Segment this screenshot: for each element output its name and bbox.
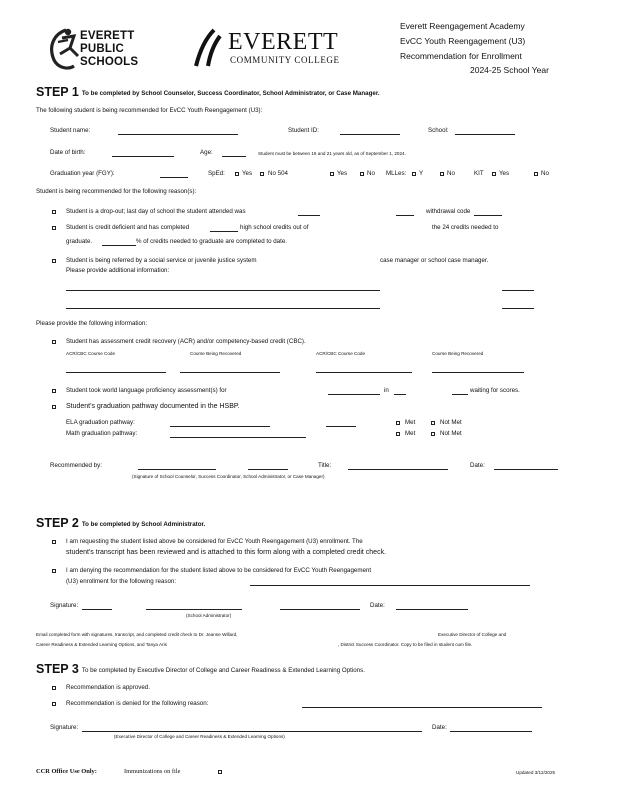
reason-credit-a: Student is credit deficient and has completed <box>66 224 190 231</box>
immunizations-label: Immunizations on file <box>124 768 181 775</box>
dob-field[interactable] <box>112 156 174 157</box>
step2-signature-field[interactable] <box>82 609 112 610</box>
sped-yes-label: Yes <box>242 170 253 177</box>
acr-sub-3: ACR/CBC Course Code <box>316 351 366 356</box>
world-lang-blank-field[interactable] <box>452 394 468 395</box>
withdrawal-code-field[interactable] <box>474 215 502 216</box>
form-title-4: 2024-25 School Year <box>470 65 549 75</box>
reason-referral-checkbox[interactable] <box>52 259 56 263</box>
mlles-no-label: No <box>447 170 455 177</box>
student-id-field[interactable] <box>340 134 400 135</box>
world-lang-wait: waiting for scores. <box>470 387 520 394</box>
acr-sub-2: Course Being Recovered <box>190 351 242 356</box>
age-label: Age: <box>200 149 213 156</box>
reason-referral: Student is being referred by a social service or juvenile justice system <box>66 257 257 264</box>
ecc-logo-mark-icon <box>190 28 230 68</box>
student-id-label: Student ID: <box>288 127 319 134</box>
additional-info-line-1b[interactable] <box>502 290 534 291</box>
reason-credit-e: % of credits needed to graduate are completed to date. <box>136 238 288 245</box>
step3-deny-reason-field[interactable] <box>302 707 542 708</box>
math-not-met-checkbox[interactable] <box>431 432 435 436</box>
kit-label: KIT <box>474 170 484 177</box>
approve-text-b: student's transcript has been reviewed and is attached to this form along with a completed credit check. <box>66 549 387 556</box>
reason-dropout: Student is a drop-out; last day of school the student attended was <box>66 208 246 215</box>
step1-subheading: To be completed by School Counselor, Success Coordinator, School Administrator, or Case Manager. <box>81 90 380 97</box>
eps-logo-line1: EVERETT <box>80 30 135 42</box>
world-lang-in: in <box>384 387 389 394</box>
step2-date-label: Date: <box>370 602 385 609</box>
step3-number: STEP 3 <box>36 662 79 676</box>
approve-text-a: I am requesting the student listed above be considered for EvCC Youth Reengagement (U3) enrollment. The <box>66 538 363 545</box>
math-pathway-field[interactable] <box>170 437 306 438</box>
signature-note-1: (Signature of School Counselor, Success Coordinator, School Administrator, or Case Manager) <box>132 474 325 479</box>
ela-met-checkbox[interactable] <box>396 421 400 425</box>
504-no-label: No <box>367 170 375 177</box>
updated-date: Updated 3/12/2025 <box>516 770 556 775</box>
step2-date-field[interactable] <box>396 609 468 610</box>
step2-heading <box>36 516 205 532</box>
office-use-label: CCR Office Use Only: <box>36 768 97 775</box>
mlles-label: MLLes: <box>386 170 407 177</box>
sped-yes-checkbox[interactable] <box>235 172 239 176</box>
eps-logo-line2: PUBLIC <box>80 43 125 55</box>
deny-checkbox[interactable] <box>52 569 56 573</box>
ecc-logo-main: EVERETT <box>228 29 339 55</box>
step2-subheading: To be completed by School Administrator. <box>81 521 206 528</box>
step3-signature-field[interactable] <box>82 731 422 732</box>
step3-signature-label: Signature: <box>50 724 79 731</box>
acr-code-2-field[interactable] <box>316 372 412 373</box>
acr-sub-4: Course Being Recovered <box>432 351 484 356</box>
student-name-field[interactable] <box>118 134 238 135</box>
world-lang-date-field[interactable] <box>394 394 406 395</box>
approve-checkbox[interactable] <box>52 540 56 544</box>
step2-sig-sub: (School Administrator) <box>186 613 232 618</box>
date-label-1: Date: <box>470 462 485 469</box>
reason-credit-d: graduate. <box>66 238 93 245</box>
dob-label: Date of birth: <box>50 149 86 156</box>
recommended-by-signature-field-2[interactable] <box>248 469 288 470</box>
dropout-date-field-2[interactable] <box>396 215 414 216</box>
math-pathway-label: Math graduation pathway: <box>66 430 138 437</box>
ecc-logo <box>190 28 340 68</box>
reason-credit-b: high school credits out of <box>240 224 309 231</box>
mlles-y-label: Y <box>419 170 424 177</box>
form-title-2: EvCC Youth Reengagement (U3) <box>400 36 526 46</box>
student-name-label: Student name: <box>50 127 91 134</box>
acr-checkbox[interactable] <box>52 340 56 344</box>
ecc-logo-sub: COMMUNITY COLLEGE <box>230 55 340 65</box>
form-title-3: Recommendation for Enrollment <box>400 51 522 61</box>
step3-approved-checkbox[interactable] <box>52 686 56 690</box>
sped-label: SpEd: <box>208 170 225 177</box>
email-text-a: Email completed form with signatures, transcript, and completed credit check to Dr. Jeanne Willard, <box>36 632 238 637</box>
step3-subheading: To be completed by Executive Director of College and Career Readiness & Extended Learning Options. <box>81 667 365 674</box>
credits-completed-field[interactable] <box>210 231 238 232</box>
reason-intro: Student is being recommended for the following reason(s): <box>36 188 197 195</box>
no504-label: No 504 <box>268 170 288 177</box>
ela-not-met-checkbox[interactable] <box>431 421 435 425</box>
school-field[interactable] <box>455 134 515 135</box>
kit-no-checkbox[interactable] <box>534 172 538 176</box>
recommended-by-label: Recommended by: <box>50 462 102 469</box>
ela-pathway-field-2[interactable] <box>326 426 356 427</box>
ela-pathway-field[interactable] <box>170 426 270 427</box>
date-field-1[interactable] <box>494 469 558 470</box>
acr-code-1-field[interactable] <box>66 372 166 373</box>
immunizations-checkbox[interactable] <box>218 770 222 774</box>
grad-pathway-checkbox[interactable] <box>52 405 56 409</box>
504-yes-checkbox[interactable] <box>330 172 334 176</box>
reason-referral-c: Please provide additional information: <box>66 267 170 274</box>
grad-pathway: Student's graduation pathway documented in the HSBP. <box>66 403 240 410</box>
step1-heading <box>36 85 380 101</box>
504-yes-label: Yes <box>337 170 348 177</box>
step1-number: STEP 1 <box>36 85 79 99</box>
world-lang-language-field[interactable] <box>328 394 380 395</box>
kit-no-label: No <box>541 170 549 177</box>
acr-course-1-field[interactable] <box>180 372 280 373</box>
step2-signature-field-2[interactable] <box>146 609 242 610</box>
reason-credit-checkbox[interactable] <box>52 226 56 230</box>
additional-info-line-2b[interactable] <box>502 308 534 309</box>
step3-approved: Recommendation is approved. <box>66 684 150 691</box>
reason-credit-c: the 24 credits needed to <box>432 224 499 231</box>
step2-signature-field-3[interactable] <box>280 609 360 610</box>
kit-yes-checkbox[interactable] <box>492 172 496 176</box>
math-not-met-label: Not Met <box>440 430 462 437</box>
eps-logo-line3: SCHOOLS <box>80 56 139 68</box>
step3-denied: Recommendation is denied for the following reason: <box>66 700 209 707</box>
grad-year-label: Graduation year (FGY): <box>50 170 115 177</box>
reason-referral-b: case manager or school case manager. <box>380 257 489 264</box>
ela-not-met-label: Not Met <box>440 419 462 426</box>
deny-text-a: I am denying the recommendation for the student listed above to be considered for EvCC Youth Reengagement <box>66 567 372 574</box>
school-label: School: <box>428 127 449 134</box>
math-met-checkbox[interactable] <box>396 432 400 436</box>
step3-heading <box>36 662 365 678</box>
mlles-yes-checkbox[interactable] <box>412 172 416 176</box>
deny-text-b: (U3) enrollment for the following reason: <box>66 578 177 585</box>
acr-course-2-field[interactable] <box>432 372 524 373</box>
email-text-d: , District Success Coordinator. Copy to be filed in student cum file. <box>338 642 473 647</box>
acr-sub-1: ACR/CBC Course Code <box>66 351 116 356</box>
age-field[interactable] <box>222 156 246 157</box>
step1-intro: The following student is being recommended for EvCC Youth Reengagement (U3): <box>36 107 263 114</box>
deny-reason-field[interactable] <box>250 585 530 586</box>
kit-yes-label: Yes <box>499 170 510 177</box>
grad-year-field[interactable] <box>160 177 188 178</box>
additional-info-line-2[interactable] <box>66 308 380 309</box>
form-title-1: Everett Reengagement Academy <box>400 21 525 31</box>
percent-credits-field[interactable] <box>102 245 136 246</box>
step3-date-label: Date: <box>432 724 447 731</box>
please-provide: Please provide the following information: <box>36 320 148 327</box>
step2-signature-label: Signature: <box>50 602 79 609</box>
additional-info-line-1[interactable] <box>66 290 380 291</box>
email-text-c: Career Readiness & Extended Learning Options, and Tanya Aris <box>36 642 167 647</box>
recommended-by-signature-field[interactable] <box>138 469 216 470</box>
age-note: Student must be between 16 and 21 years old, as of September 1, 2024. <box>258 151 406 156</box>
world-lang-checkbox[interactable] <box>52 389 56 393</box>
world-lang: Student took world language proficiency assessment(s) for <box>66 387 227 394</box>
ela-met-label: Met <box>405 419 416 426</box>
504-no-checkbox[interactable] <box>360 172 364 176</box>
ela-pathway-label: ELA graduation pathway: <box>66 419 135 426</box>
eps-logo <box>44 26 162 74</box>
step2-number: STEP 2 <box>36 516 79 530</box>
step3-denied-checkbox[interactable] <box>52 702 56 706</box>
withdrawal-code-label: withdrawal code <box>426 208 471 215</box>
math-met-label: Met <box>405 430 416 437</box>
title-label: Title: <box>318 462 332 469</box>
reason-dropout-checkbox[interactable] <box>52 210 56 214</box>
title-field[interactable] <box>348 469 448 470</box>
email-text-b: Executive Director of College and <box>438 632 507 637</box>
sped-no504-checkbox[interactable] <box>260 172 264 176</box>
dropout-date-field[interactable] <box>298 215 320 216</box>
mlles-no-checkbox[interactable] <box>440 172 444 176</box>
acr-line: Student has assessment credit recovery (ACR) and/or competency-based credit (CBC). <box>66 338 306 345</box>
step3-sig-sub: (Executive Director of College and Career Readiness & Extended Learning Options) <box>114 734 285 739</box>
step3-date-field[interactable] <box>450 731 532 732</box>
